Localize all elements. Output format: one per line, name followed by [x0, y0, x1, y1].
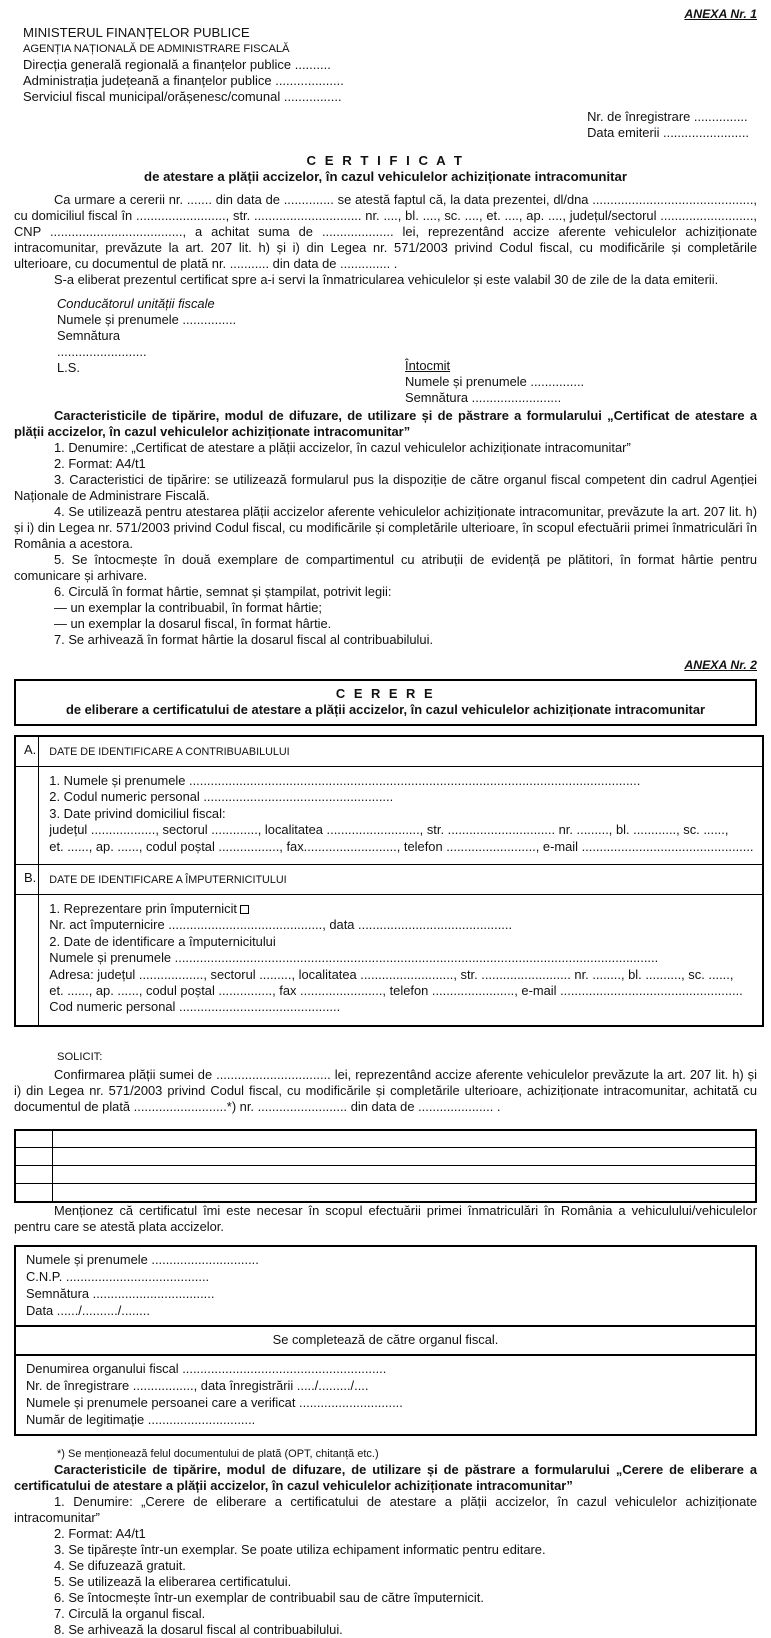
- request-subtitle: de eliberare a certificatului de atestare a plății accizelor, în cazul vehiculelor achiziționate intracomunitar: [65, 702, 706, 717]
- field-address-1: județul .................., sectorul ............., localitatea .........................., str. .............................. nr. ........., bl. ............, sc. ......,: [49, 822, 729, 838]
- agency-name: AGENȚIA NAȚIONALĂ DE ADMINISTRARE FISCALĂ: [23, 43, 290, 55]
- list-item: 4. Se difuzează gratuit.: [54, 1557, 186, 1573]
- name-line: Numele și prenumele ...............: [405, 374, 585, 389]
- section-b-letter: B.: [15, 865, 39, 895]
- field-proxy-name: Numele și prenumele .......................................................................................................................................: [49, 950, 659, 966]
- field-address-2: et. ......, ap. ......, codul poștal ................., fax.........................., telefon ........................., e-mail ................................................: [49, 838, 754, 854]
- list-item: — un exemplar la dosarul fiscal, în format hârtie.: [54, 616, 332, 631]
- section-b-header-row: [15, 865, 763, 895]
- section-a-letter: A.: [15, 736, 39, 767]
- list-item: 7. Circulă la organul fiscal.: [54, 1605, 206, 1621]
- payment-document-footnote: *) Se menționează felul documentului de plată (OPT, chitanță etc.): [57, 1447, 379, 1460]
- list-item: 6. Circulă în format hârtie, semnat și ștampilat, potrivit legii:: [54, 584, 392, 599]
- section-a-content-row: [15, 767, 763, 865]
- table-row: [15, 1166, 756, 1184]
- request-label: SOLICIT:: [57, 1050, 103, 1063]
- fiscal-service-line: Serviciul fiscal municipal/orășenesc/comunal ................: [23, 89, 342, 104]
- field-domicile-label: 3. Date privind domiciliul fiscal:: [49, 805, 226, 821]
- list-item: 5. Se utilizează la eliberarea certificatului.: [54, 1573, 292, 1589]
- field-empowerment-act: Nr. act împuternicire ..........................................., data ...........................................: [49, 917, 513, 933]
- print-characteristics-list-2: [14, 1494, 757, 1638]
- signature-right: [405, 358, 584, 406]
- registration-number-line: Nr. de înregistrare ...............: [587, 109, 748, 124]
- county-administration-line: Administrația județeană a finanțelor publice ...................: [23, 73, 344, 88]
- ministry-name: MINISTERUL FINANȚELOR PUBLICE: [23, 25, 250, 40]
- list-item: 1. Denumire: „Certificat de atestare a plății accizelor, în cazul vehiculelor achiziționate intracomunitar”: [54, 440, 631, 455]
- certificate-subtitle: de atestare a plății accizelor, în cazul vehiculelor achiziționate intracomunitar: [144, 169, 627, 184]
- issue-date-line: Data emiterii ........................: [587, 125, 749, 140]
- organ-registration-line: Nr. de înregistrare ................., data înregistrării ...../........./....: [26, 1377, 369, 1393]
- anexa-2-label: ANEXA Nr. 2: [684, 658, 757, 672]
- table-row: [15, 1130, 756, 1148]
- representation-line: [49, 901, 753, 917]
- ls-stamp-label: L.S.: [57, 360, 80, 375]
- field-proxy-address-2: et. ......, ap. ......, codul poștal ..............., fax ......................., telefon ......................., e-mail ...................................................: [49, 983, 743, 999]
- field-name: 1. Numele și prenumele ..............................................................................................................................: [49, 773, 641, 788]
- identification-table: [14, 735, 764, 1027]
- request-paragraph: Confirmarea plății sumei de ................................ lei, reprezentând accize aferente vehiculelor prevăzute la art. 207 lit. h) și i) din Legea nr. 571/2003 privind Codul fiscal, cu modificările și completările ulterioare, achiziționate intracomunitar, achitată cu documentul de plată ..........................*) nr. ......................... din data de ..................... .: [14, 1066, 757, 1114]
- organ-name-line: Denumirea organului fiscal .........................................................: [26, 1360, 387, 1376]
- issuer-block: [23, 25, 757, 105]
- list-item: — un exemplar la contribuabil, în format hârtie;: [54, 600, 322, 615]
- list-item: 1. Denumire: „Cerere de eliberare a certificatului de atestare a plății accizelor, în cazul vehiculelor achiziționate intracomunitar”: [14, 1493, 757, 1525]
- applicant-section: [16, 1247, 755, 1325]
- list-item: 8. Se arhivează la dosarul fiscal al contribuabilului.: [54, 1621, 343, 1637]
- table-row: [15, 1148, 756, 1166]
- list-item: 2. Format: A4/t1: [54, 456, 146, 471]
- list-item: 6. Se întocmește într-un exemplar de contribuabil sau de către împuternicit.: [54, 1589, 484, 1605]
- applicant-cnp-line: C.N.P. ........................................: [26, 1268, 210, 1284]
- name-line: Numele și prenumele ...............: [57, 312, 237, 327]
- certificate-validity-paragraph: S-a eliberat prezentul certificat spre a-i servi la înmatricularea vehiculelor și este valabil 30 de zile de la data emiterii.: [54, 272, 719, 287]
- applicant-name-line: Numele și prenumele ..............................: [26, 1251, 259, 1267]
- checkbox-icon: [240, 905, 249, 914]
- list-item: 7. Se arhivează în format hârtie la dosarul fiscal al contribuabilului.: [54, 632, 434, 647]
- signature-label: Semnătura: [57, 328, 121, 343]
- fiscal-unit-head-label: Conducătorul unității fiscale: [57, 296, 215, 311]
- print-characteristics-heading-1: Caracteristicile de tipărire, modul de difuzare, de utilizare și de păstrare a formularului „Certificat de atestare a plății accizelor, în cazul vehiculelor achiziționate intracomunitar”: [14, 408, 757, 439]
- fiscal-organ-header: Se completează de către organul fiscal.: [16, 1325, 755, 1356]
- list-item: 3. Se tipărește într-un exemplar. Se poate utiliza echipament informatic pentru editare.: [54, 1541, 546, 1557]
- badge-number-line: Număr de legitimație ..............................: [26, 1411, 256, 1427]
- directorate-line: Direcția generală regională a finanțelor publice ..........: [23, 57, 331, 72]
- signature-dots: .........................: [57, 344, 147, 359]
- vehicles-table: [14, 1129, 757, 1203]
- list-item: 3. Caracteristici de tipărire: se utilizează formularul pus la dispoziție de către organul fiscal competent din cadrul Agenției Naționale de Administrare Fiscală.: [14, 472, 757, 503]
- section-a-header-row: [15, 736, 763, 767]
- signature-block: [14, 296, 757, 408]
- section-b-content: [39, 895, 763, 1026]
- fiscal-organ-section: [16, 1356, 755, 1434]
- field-proxy-cnp: Cod numeric personal .............................................: [49, 999, 341, 1015]
- list-item: 4. Se utilizează pentru atestarea plății accizelor aferente vehiculelor achiziționate intracomunitar, prevăzute la art. 207 lit. h) și i) din Legea nr. 571/2003 privind Codul fiscal, cu modificările și completările ulterioare, în scopul efectuării primei înmatriculări în România a acestora.: [14, 504, 757, 551]
- prepared-by-label: Întocmit: [405, 358, 451, 373]
- signature-line: Semnătura .........................: [405, 390, 562, 405]
- certificate-title: C E R T I F I C A T: [306, 153, 465, 168]
- mention-paragraph: Menționez că certificatul îmi este necesar în scopul efectuării primei înmatriculări în România a vehiculului/vehiculelor pentru care se atestă plata accizelor.: [14, 1202, 757, 1234]
- certificate-title-block: [14, 153, 757, 185]
- print-characteristics-heading-2: Caracteristicile de tipărire, modul de difuzare, de utilizare și de păstrare a formularului „Cerere de eliberare a certificatului de atestare a plății accizelor, în cazul vehiculelor achiziționate intracomunitar”: [14, 1461, 757, 1493]
- verifier-name-line: Numele și prenumele persoanei care a verificat .............................: [26, 1394, 403, 1410]
- list-item: 5. Se întocmește în două exemplare de compartimentul cu atribuții de evidență pe plătitori, în format hârtie pentru comunicare și arhivare.: [14, 552, 757, 583]
- section-a-title: DATE DE IDENTIFICARE A CONTRIBUABILULUI: [39, 736, 763, 767]
- section-b-title: DATE DE IDENTIFICARE A ÎMPUTERNICITULUI: [39, 865, 763, 895]
- representation-label: 1. Reprezentare prin împuternicit: [49, 901, 238, 917]
- table-row: [15, 1184, 756, 1202]
- section-a-content: [39, 767, 763, 865]
- field-proxy-id-label: 2. Date de identificare a împuternicitului: [49, 933, 276, 949]
- request-title-box: [14, 679, 757, 726]
- list-item: 2. Format: A4/t1: [54, 1525, 146, 1541]
- anexa-1-label: ANEXA Nr. 1: [684, 7, 757, 21]
- print-characteristics-list-1: [14, 440, 757, 648]
- registration-block: [587, 109, 749, 141]
- certificate-body-paragraph: Ca urmare a cererii nr. ....... din data de .............. se atestă faptul că, la data prezentei, dl/dna ............................................., cu domiciliul fiscal în ........................., str. .............................. nr. ...., bl. ...., sc. ...., et. ...., ap. ...., județul/sectorul .........................., CNP ....................................., a achitat suma de .................... lei, reprezentând accize aferente vehiculelor achiziționate intracomunitar, prevăzute la art. 207 lit. h) și i) din Legea nr. 571/2003 privind Codul fiscal, cu modificările și completările ulterioare, cu documentul de plată nr. ........... din data de .............. .: [14, 192, 757, 271]
- applicant-date-line: Data ....../........../........: [26, 1302, 150, 1318]
- field-cnp: 2. Codul numeric personal .....................................................: [49, 789, 394, 805]
- applicant-signature-line: Semnătura ..................................: [26, 1285, 215, 1301]
- applicant-and-fiscal-box: [14, 1245, 757, 1436]
- section-b-content-row: [15, 895, 763, 1026]
- field-proxy-address-1: Adresa: județul .................., sectorul ........., localitatea .........................., str. ......................... nr. ........, bl. .........., sc. ......,: [49, 966, 734, 982]
- request-title: C E R E R E: [335, 686, 436, 701]
